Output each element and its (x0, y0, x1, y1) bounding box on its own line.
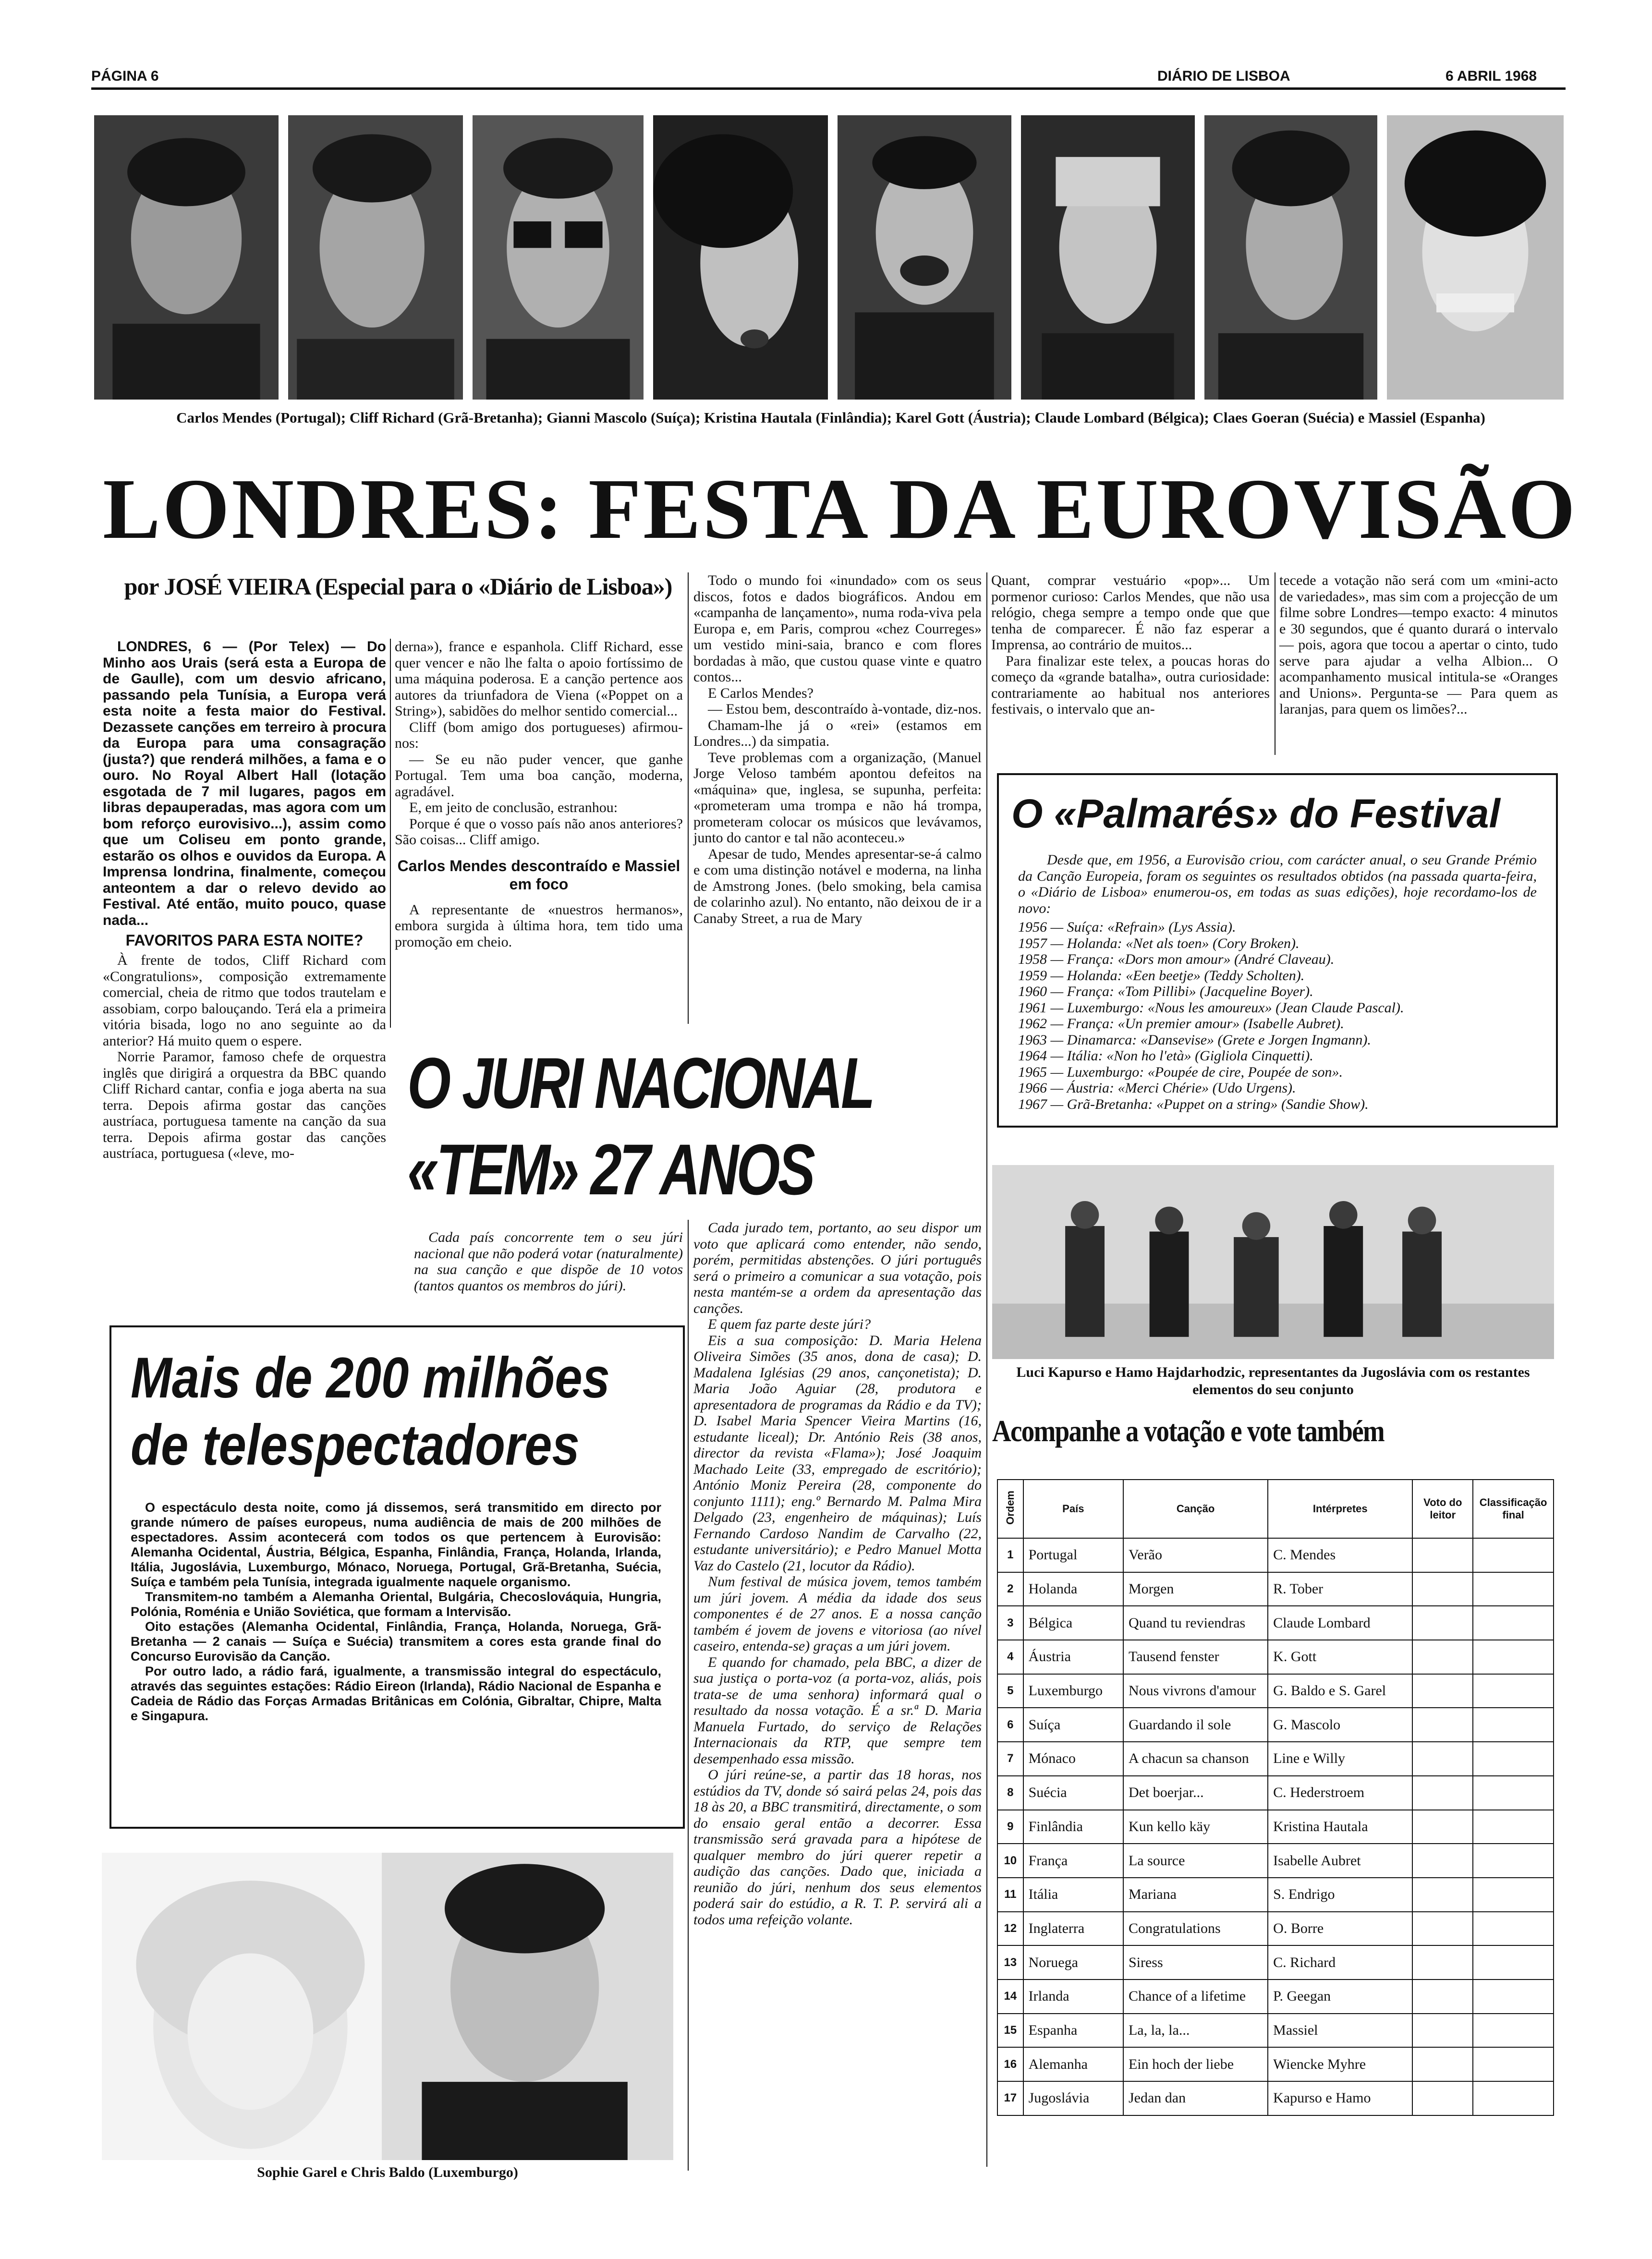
palmares-box (997, 773, 1558, 1128)
portrait-massiel (1387, 115, 1564, 400)
article-paragraph: Norrie Paramor, famoso chefe de orquestra inglês que dirigirá a orquestra da BBC quando Cliff Richard cantar, confia e joga aberta na sua terra. Depois afirma gostar das canções austríaca, portuguesa tamente na canção da sua terra. Depois afirma gostar das canções austríaca, portuguesa («leve, mo- (103, 1049, 386, 1161)
table-row (997, 1538, 1554, 1572)
main-headline: LONDRES: FESTA DA EUROVISÃO (103, 461, 1578, 557)
article-paragraph: — Estou bem, descontraído à-vontade, diz-nos. (708, 701, 982, 717)
article-paragraph: À frente de todos, Cliff Richard com «Congratulions», composição extremamente comercial, cheia de ritmo que todos trautelam e assobiam, corpo balouçando. Terá ela a primeira vitória bisada, logo no ano seguinte ao da anterior? Há muito quem o espere. (103, 952, 386, 1049)
row-performers: Kristina Hautala (1268, 1810, 1412, 1844)
row-song: Mariana (1123, 1878, 1268, 1912)
portrait-claude-lombard (1021, 115, 1195, 400)
row-country: Jugoslávia (1023, 2081, 1123, 2115)
final-classification-cell[interactable] (1473, 1878, 1554, 1912)
final-classification-cell[interactable] (1473, 1810, 1554, 1844)
row-performers: Massiel (1268, 2014, 1412, 2048)
row-song: Kun kello käy (1123, 1810, 1268, 1844)
header-ordem: Ordem (997, 1480, 1023, 1538)
reader-vote-cell[interactable] (1412, 2081, 1473, 2115)
portrait-gianni-mascolo (473, 115, 644, 400)
row-song: A chacun sa chanson (1123, 1742, 1268, 1776)
table-row (997, 1980, 1554, 2014)
final-classification-cell[interactable] (1473, 1572, 1554, 1606)
row-country: Itália (1023, 1878, 1123, 1912)
telespectadores-paragraph: Oito estações (Alemanha Ocidental, Finlândia, França, Holanda, Noruega, Grã-Bretanha — 2 canais — Suíça e Suécia) transmitem a cores esta grande final do Concurso Eurovisão da Canção. (131, 1619, 661, 1664)
caption-yugoslavia: Luci Kapurso e Hamo Hajdarhodzic, representantes da Jugoslávia com os restantes elementos do seu conjunto (1016, 1364, 1530, 1397)
article-lead: LONDRES, 6 — (Por Telex) — Do Minho aos Urais (será esta a Europa de de Gaulle), com um desvio africano, passando pela Tunísia, a Europa verá esta noite a festa maior do Festival. Dezassete canções em terreiro à procura da Europa para uma consagração (justa?) que renderá milhões, a fama e o ouro. No Royal Albert Hall (lotação esgotada de 7 mil lugares, pagos em libras depauperadas, mas agora com um bom reforço eurovisivo...), assim como que um Coliseu em ponto grande, estarão os olhos e ouvidos da Europa. A Imprensa londrina, finalmente, começou anteontem a dar o relevo devido ao Festival. Até então, muito pouco, quase nada... (103, 639, 386, 928)
column-divider (688, 1220, 689, 2171)
row-song: Morgen (1123, 1572, 1268, 1606)
row-performers: Wiencke Myhre (1268, 2047, 1412, 2081)
final-classification-cell[interactable] (1473, 1844, 1554, 1878)
byline: por JOSÉ VIEIRA (Especial para o «Diário de Lisboa») (124, 573, 672, 600)
caption-luxembourg: Sophie Garel e Chris Baldo (Luxemburgo) (257, 2164, 518, 2180)
juri-paragraph: E quando for chamado, pela BBC, a dizer de sua justiça o porta-voz (a porta-voz, aliás, pois trata-se de uma senhora) informará qual o resultado da nossa votação. É a sr.ª D. Maria Manuela Furtado, do serviço de Relações Internacionais da RTP, que sempre tem desempenhado essa missão. (693, 1654, 982, 1767)
row-performers: Line e Willy (1268, 1742, 1412, 1776)
palmares-entry: 1960 — França: «Tom Pillibi» (Jacqueline Boyer). (1018, 984, 1313, 999)
palmares-entry: 1967 — Grã-Bretanha: «Puppet on a string» (Sandie Show). (1018, 1096, 1369, 1112)
reader-vote-cell[interactable] (1412, 1945, 1473, 1980)
header-pais: País (1023, 1480, 1123, 1538)
row-country: Espanha (1023, 2014, 1123, 2048)
row-song: La source (1123, 1844, 1268, 1878)
palmares-list (1018, 919, 1537, 1112)
table-row (997, 1776, 1554, 1810)
reader-vote-cell[interactable] (1412, 1742, 1473, 1776)
row-country: Suíça (1023, 1708, 1123, 1742)
final-classification-cell[interactable] (1473, 1674, 1554, 1708)
article-paragraph: E Carlos Mendes? (708, 685, 814, 701)
row-order: 11 (997, 1878, 1023, 1912)
table-row (997, 2047, 1554, 2081)
row-performers: R. Tober (1268, 1572, 1412, 1606)
reader-vote-cell[interactable] (1412, 1572, 1473, 1606)
row-order: 6 (997, 1708, 1023, 1742)
row-country: Noruega (1023, 1945, 1123, 1980)
juri-paragraph: Num festival de música jovem, temos também um júri jovem. A média da idade dos seus componentes é de 27 anos. E a nossa canção também é jovem de jovens e vitoriosa (ao nível caseiro, entenda-se) graças a um júri jovem. (693, 1574, 982, 1654)
column-divider (390, 639, 391, 1028)
row-performers: C. Mendes (1268, 1538, 1412, 1572)
row-country: Luxemburgo (1023, 1674, 1123, 1708)
newspaper-name: DIÁRIO DE LISBOA (1157, 68, 1290, 84)
final-classification-cell[interactable] (1473, 1980, 1554, 2014)
header-voto-leitor: Voto do leitor (1412, 1480, 1473, 1538)
row-song: Siress (1123, 1945, 1268, 1980)
row-country: França (1023, 1844, 1123, 1878)
vote-table-container (997, 1479, 1554, 2116)
row-order: 1 (997, 1538, 1023, 1572)
portrait-caption: Carlos Mendes (Portugal); Cliff Richard (Grã-Bretanha); Gianni Mascolo (Suíça); Kristina Hautala (Finlândia); Karel Gott (Áustria); Claude Lombard (Bélgica); Claes Goeran (Suécia) e Massiel (Espanha) (176, 409, 1485, 426)
table-row (997, 2081, 1554, 2115)
reader-vote-cell[interactable] (1412, 1640, 1473, 1674)
article-paragraph: Porque é que o vosso país não anos anteriores? São coisas... Cliff amigo. (395, 815, 683, 848)
palmares-title: O «Palmarés» do Festival (1011, 791, 1500, 836)
row-order: 12 (997, 1912, 1023, 1946)
row-country: Mónaco (1023, 1742, 1123, 1776)
palmares-entry: 1957 — Holanda: «Net als toen» (Cory Broken). (1018, 935, 1300, 951)
telespectadores-paragraph: O espectáculo desta noite, como já dissemos, será transmitido em directo por grande número de países europeus, numa audiência de mais de 200 milhões de espectadores. Assim acontecerá com todos os que pertencem à Eurovisão: Alemanha Ocidental, Áustria, Bélgica, Espanha, Finlândia, França, Holanda, Irlanda, Itália, Jugoslávia, Luxemburgo, Mónaco, Noruega, Portugal, Grã-Bretanha, Suécia, Suíça e também pela Tunísia, integrada igualmente naquele organismo. (131, 1500, 661, 1589)
article-column-3 (693, 572, 982, 926)
palmares-entry: 1959 — Holanda: «Een beetje» (Teddy Scholten). (1018, 967, 1305, 984)
row-performers: Isabelle Aubret (1268, 1844, 1412, 1878)
row-order: 15 (997, 2014, 1023, 2048)
table-row (997, 1912, 1554, 1946)
juri-paragraph: Eis a sua composição: D. Maria Helena Oliveira Simões (35 anos, dona de casa); D. Madalena Iglésias (29 anos, cançonetista); D. Maria João Aguiar (28, produtora e apresentadora de programas da Rádio e da TV); D. Isabel Maria Spencer Vieira Martins (16, estudante liceal); Dr. António Reis (38 anos, director da revista «Flama»); José Joaquim Machado Leite (33, empregado de escritório); António Moniz Pereira (28, componente do conjunto 1111); eng.º Bernardo M. Palma Mira Delgado (23, engenheiro de máquinas); Luís Fernando Cardoso Nandim de Carvalho (22, estudante universitário); e Pedro Manuel Motta Vaz do Castelo (21, locutor da Rádio). (693, 1332, 982, 1574)
row-order: 8 (997, 1776, 1023, 1810)
final-classification-cell[interactable] (1473, 1776, 1554, 1810)
row-song: Det boerjar... (1123, 1776, 1268, 1810)
subhead-mendes-massiel: Carlos Mendes descontraído e Massiel em foco (397, 857, 680, 893)
row-song: Nous vivrons d'amour (1123, 1674, 1268, 1708)
palmares-entry: 1958 — França: «Dors mon amour» (André Claveau). (1018, 951, 1335, 967)
palmares-entry: 1962 — França: «Un premier amour» (Isabelle Aubret). (1018, 1016, 1344, 1032)
article-paragraph: derna»), france e espanhola. Cliff Richard, esse quer vencer e não lhe falta o apoio fortíssimo de uma máquina poderosa. E a canção pertence aos autores da triunfadora de Viena («Poppet on a String»), sabidões do melhor sentido comercial... (395, 639, 683, 719)
row-song: Tausend fenster (1123, 1640, 1268, 1674)
article-paragraph: E, em jeito de conclusão, estranhou: (409, 800, 618, 815)
row-song: Chance of a lifetime (1123, 1980, 1268, 2014)
article-paragraph: Quant, comprar vestuário «pop»... Um pormenor curioso: Carlos Mendes, que não usa relógio, chega sempre a tempo onde que que tenha de comparecer. É não faz esperar a Imprensa, ao contrário de muitos... (991, 572, 1270, 653)
row-country: Suécia (1023, 1776, 1123, 1810)
row-country: Finlândia (1023, 1810, 1123, 1844)
row-order: 10 (997, 1844, 1023, 1878)
row-song: Ein hoch der liebe (1123, 2047, 1268, 2081)
row-order: 2 (997, 1572, 1023, 1606)
table-row (997, 2014, 1554, 2048)
reader-vote-cell[interactable] (1412, 1844, 1473, 1878)
juri-paragraph: Cada jurado tem, portanto, ao seu dispor um voto que aplicará como entender, não sendo, porém, permitidas abstenções. O júri português será o primeiro a comunicar a sua votação, pois nesta mantém-se a ordem da apresentação das canções. (693, 1220, 982, 1316)
table-row (997, 1674, 1554, 1708)
vote-table (997, 1479, 1554, 2116)
row-song: Verão (1123, 1538, 1268, 1572)
telespectadores-title-line-2: de telespectadores (131, 1413, 580, 1477)
article-column-5 (1279, 572, 1558, 717)
row-performers: S. Endrigo (1268, 1878, 1412, 1912)
reader-vote-cell[interactable] (1412, 2014, 1473, 2048)
row-performers: O. Borre (1268, 1912, 1412, 1946)
palmares-entry: 1961 — Luxemburgo: «Nous les amoureux» (Jean Claude Pascal). (1018, 999, 1404, 1016)
row-order: 3 (997, 1606, 1023, 1640)
row-order: 14 (997, 1980, 1023, 2014)
table-row (997, 1606, 1554, 1640)
juri-paragraph: E quem faz parte deste júri? (708, 1316, 871, 1332)
final-classification-cell[interactable] (1473, 1945, 1554, 1980)
portrait-claes-goeran (1204, 115, 1377, 400)
subhead-favoritos: FAVORITOS PARA ESTA NOITE? (125, 932, 364, 949)
palmares-entry: 1965 — Luxemburgo: «Poupée de cire, Poupée de son». (1018, 1064, 1343, 1080)
telespectadores-box (109, 1325, 685, 1829)
final-classification-cell[interactable] (1473, 2081, 1554, 2115)
page-number: PÁGINA 6 (91, 68, 159, 84)
telespectadores-body (131, 1500, 661, 1724)
row-performers: Kapurso e Hamo (1268, 2081, 1412, 2115)
portrait-cliff-richard (288, 115, 463, 400)
reader-vote-cell[interactable] (1412, 1606, 1473, 1640)
reader-vote-cell[interactable] (1412, 1810, 1473, 1844)
row-performers: C. Richard (1268, 1945, 1412, 1980)
reader-vote-cell[interactable] (1412, 1538, 1473, 1572)
portrait-kristina-hautala (653, 115, 828, 400)
row-song: Guardando il sole (1123, 1708, 1268, 1742)
reader-vote-cell[interactable] (1412, 1776, 1473, 1810)
row-order: 7 (997, 1742, 1023, 1776)
final-classification-cell[interactable] (1473, 1606, 1554, 1640)
article-paragraph: Teve problemas com a organização, (Manuel Jorge Veloso também apontou defeitos na «máquina» que, inglesa, se supunha, perfeita: «prometeram uma trompa e não há trompa, prometeram colocar os músicos que levávamos, junto do cantor e tal não aconteceu.» (693, 749, 982, 846)
issue-date: 6 ABRIL 1968 (1446, 68, 1537, 84)
article-column-2 (395, 639, 683, 950)
final-classification-cell[interactable] (1473, 2014, 1554, 2048)
row-order: 9 (997, 1810, 1023, 1844)
portrait-carlos-mendes (94, 115, 279, 400)
table-row (997, 1878, 1554, 1912)
article-column-1 (103, 639, 386, 1162)
final-classification-cell[interactable] (1473, 1912, 1554, 1946)
juri-title-line-1: O JURI NACIONAL (407, 1043, 873, 1123)
row-performers: Claude Lombard (1268, 1606, 1412, 1640)
final-classification-cell[interactable] (1473, 1742, 1554, 1776)
juri-intro: Cada país concorrente tem o seu júri nacional que não poderá votar (naturalmente) na sua canção e que dispõe de 10 votos (tantos quantos os membros do júri). (414, 1229, 683, 1294)
table-row (997, 1844, 1554, 1878)
juri-paragraph: O júri reúne-se, a partir das 18 horas, nos estúdios da TV, donde só sairá pelas 24, pois das 18 às 20, a BBC transmitirá, directamente, o som do ensaio geral então a decorrer. Essa transmissão será gravada para a hipótese de qualquer membro do júri querer repetir a audição das canções. Dado que, iniciada a reunião do júri, nenhum dos seus elementos poderá sair do estúdio, a R. T. P. servirá ali a todos uma refeição volante. (693, 1767, 982, 1928)
row-order: 5 (997, 1674, 1023, 1708)
row-order: 16 (997, 2047, 1023, 2081)
telespectadores-paragraph: Por outro lado, a rádio fará, igualmente, a transmissão integral do espectáculo, através das seguintes estações: Rádio Eireon (Irlanda), Rádio Nacional de Espanha e Cadeia de Rádio das Forças Armadas Britânicas em Colónia, Gibraltar, Chipre, Malta e Singapura. (131, 1664, 661, 1723)
row-performers: G. Mascolo (1268, 1708, 1412, 1742)
row-song: Congratulations (1123, 1912, 1268, 1946)
article-paragraph: Todo o mundo foi «inundado» com os seus discos, fotos e dados biográficos. Andou em «campanha de lançamento», numa roda-viva pela Europa e, em Paris, comprou «chez Courreges» um vestido mini-saia, branco e com flores bordadas à mão, que custou quase vinte e quatro contos... (693, 572, 982, 685)
vote-table-header-row (997, 1480, 1554, 1538)
row-performers: P. Geegan (1268, 1980, 1412, 2014)
article-paragraph: Apesar de tudo, Mendes apresentar-se-á calmo e com uma distinção notável e moderna, na linha de Amstrong Jones. (belo smoking, bela camisa de colarinho azul). No entanto, não deixou de ir a Canaby Street, a rua de Mary (693, 846, 982, 926)
reader-vote-cell[interactable] (1412, 1912, 1473, 1946)
telespectadores-title-line-1: Mais de 200 milhões (131, 1346, 610, 1410)
column-divider (688, 572, 689, 1024)
row-song: La, la, la... (1123, 2014, 1268, 2048)
column-divider (986, 572, 987, 2167)
photo-luxembourg (102, 1853, 673, 2160)
row-order: 17 (997, 2081, 1023, 2115)
row-country: Alemanha (1023, 2047, 1123, 2081)
final-classification-cell[interactable] (1473, 1640, 1554, 1674)
article-column-4 (991, 572, 1270, 717)
article-paragraph: tecede a votação não será com um «mini-acto de variedades», mas sim com a projecção de um filme sobre Londres—tempo exacto: 4 minutos e 30 segundos, que é quanto durará o intervalo — pois, agora que tocou a apertar o cinto, tudo serve para ajudar a velha Albion... O acompanhamento musical intitula-se «Oranges and Unions». Pergunta-se — Para quem as laranjas, para quem os limões?... (1279, 572, 1558, 717)
header-cancao: Canção (1123, 1480, 1268, 1538)
header-interpretes: Intérpretes (1268, 1480, 1412, 1538)
palmares-intro: Desde que, em 1956, a Eurovisão criou, com carácter anual, o seu Grande Prémio da Canção Europeia, foram os seguintes os resultados obtidos (na passada quarta-feira, o «Diário de Lisboa» enumerou-os, em todas as suas edições), hoje recordamo-los de novo: (1018, 852, 1537, 916)
row-country: Holanda (1023, 1572, 1123, 1606)
row-song: Quand tu reviendras (1123, 1606, 1268, 1640)
final-classification-cell[interactable] (1473, 1538, 1554, 1572)
row-country: Irlanda (1023, 1980, 1123, 2014)
row-order: 13 (997, 1945, 1023, 1980)
table-row (997, 1945, 1554, 1980)
reader-vote-cell[interactable] (1412, 1878, 1473, 1912)
table-row (997, 1810, 1554, 1844)
vote-table-title: Acompanhe a votação e vote também (992, 1414, 1385, 1448)
photo-yugoslavia (992, 1165, 1554, 1359)
final-classification-cell[interactable] (1473, 1708, 1554, 1742)
table-row (997, 1708, 1554, 1742)
portrait-karel-gott (838, 115, 1011, 400)
row-performers: C. Hederstroem (1268, 1776, 1412, 1810)
row-country: Bélgica (1023, 1606, 1123, 1640)
palmares-entry: 1966 — Áustria: «Merci Chérie» (Udo Urgens). (1018, 1080, 1296, 1096)
table-row (997, 1572, 1554, 1606)
article-paragraph: Cliff (bom amigo dos portugueses) afirmou-nos: (395, 719, 683, 751)
palmares-entry: 1963 — Dinamarca: «Dansevise» (Grete e Jorgen Ingmann). (1018, 1032, 1371, 1048)
table-row (997, 1640, 1554, 1674)
row-country: Portugal (1023, 1538, 1123, 1572)
table-row (997, 1742, 1554, 1776)
article-paragraph: A representante de «nuestros hermanos», embora surgida à última hora, tem tido uma promoção em cheio. (395, 901, 683, 950)
article-paragraph: — Se eu não puder vencer, que ganhe Portugal. Tem uma boa canção, moderna, agradável. (395, 751, 683, 800)
palmares-entry: 1956 — Suíça: «Refrain» (Lys Assia). (1018, 919, 1236, 935)
article-paragraph: Chamam-lhe já o «rei» (estamos em Londres...) da simpatia. (693, 717, 982, 749)
row-country: Áustria (1023, 1640, 1123, 1674)
row-country: Inglaterra (1023, 1912, 1123, 1946)
reader-vote-cell[interactable] (1412, 1674, 1473, 1708)
palmares-entry: 1964 — Itália: «Non ho l'età» (Gigliola Cinquetti). (1018, 1048, 1313, 1064)
row-performers: K. Gott (1268, 1640, 1412, 1674)
telespectadores-paragraph: Transmitem-no também a Alemanha Oriental, Bulgária, Checoslováquia, Hungria, Polónia, Roménia e União Soviética, que formam a Intervisão. (131, 1590, 661, 1619)
header-classificacao: Classificação final (1473, 1480, 1554, 1538)
reader-vote-cell[interactable] (1412, 1980, 1473, 2014)
header-rule (91, 87, 1566, 90)
row-performers: G. Baldo e S. Garel (1268, 1674, 1412, 1708)
juri-column (693, 1220, 982, 1928)
row-order: 4 (997, 1640, 1023, 1674)
reader-vote-cell[interactable] (1412, 2047, 1473, 2081)
juri-title-line-2: «TEM» 27 ANOS (407, 1129, 814, 1210)
reader-vote-cell[interactable] (1412, 1708, 1473, 1742)
article-paragraph: Para finalizar este telex, a poucas horas do começo da «grande batalha», outra curiosidade: contrariamente ao habitual nos anteriores festivais, o intervalo que an- (991, 653, 1270, 717)
final-classification-cell[interactable] (1473, 2047, 1554, 2081)
row-song: Jedan dan (1123, 2081, 1268, 2115)
